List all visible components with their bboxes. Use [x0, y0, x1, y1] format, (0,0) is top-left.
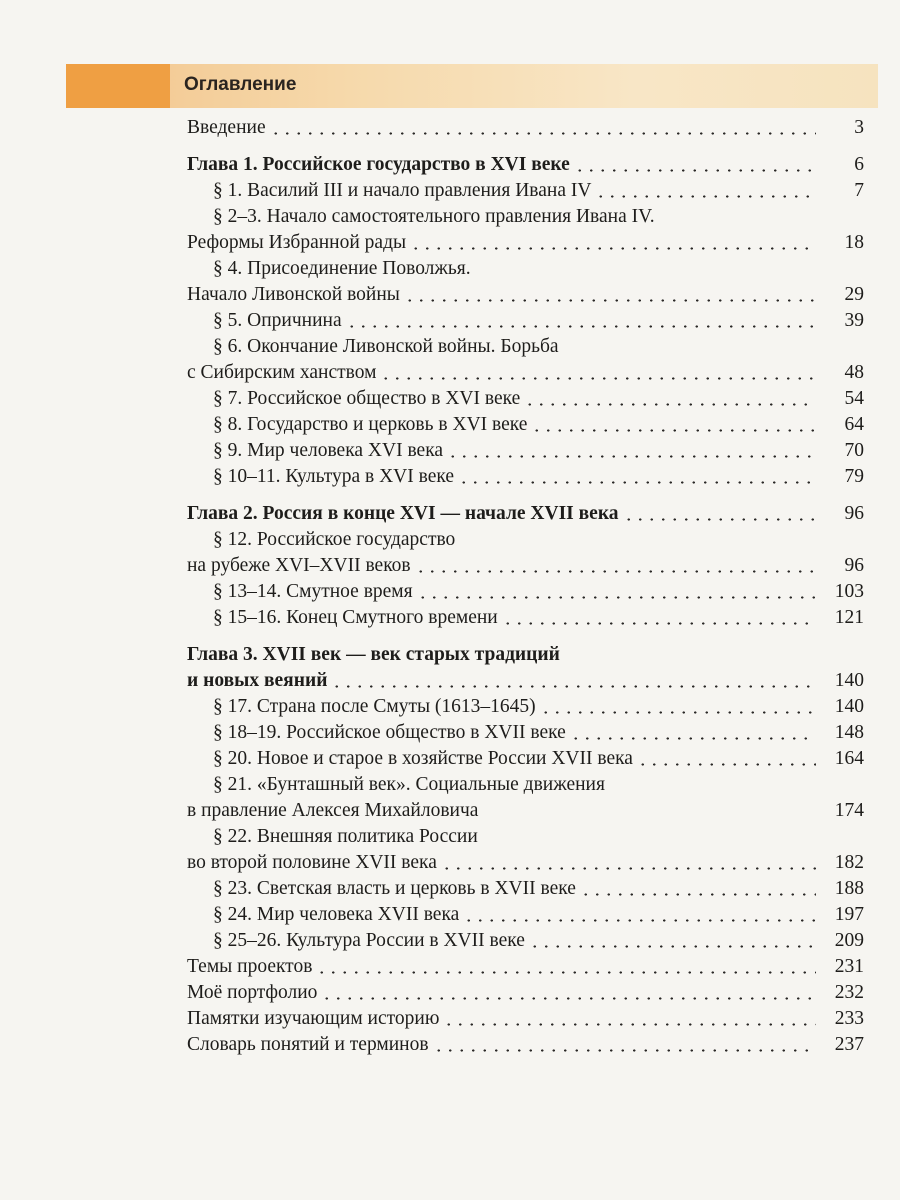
dot-leader [443, 1023, 816, 1026]
dot-leader [637, 763, 816, 766]
toc-entry-page: 148 [834, 722, 864, 743]
toc-entry-page: 174 [834, 800, 864, 821]
toc-entry[interactable] [187, 1032, 864, 1058]
toc-entry-title: § 24. Мир человека XVII века [213, 904, 460, 925]
toc-entry-title: Реформы Избранной рады [187, 232, 407, 253]
toc-chapter[interactable] [187, 152, 864, 178]
toc-entry[interactable] [213, 438, 864, 464]
toc-entry-title: на рубеже XVI–XVII веков [187, 555, 411, 576]
dot-leader [458, 481, 816, 484]
toc-entry[interactable] [213, 824, 864, 850]
toc-entry-continuation[interactable] [187, 850, 864, 876]
toc-entry[interactable] [213, 605, 864, 631]
toc-entry-page: 103 [834, 581, 864, 602]
toc-entry-continuation[interactable] [187, 230, 864, 256]
toc-entry[interactable] [213, 256, 864, 282]
toc-entry-page: 188 [834, 878, 864, 899]
toc-entry-title: § 2–3. Начало самостоятельного правления Ивана IV. [213, 206, 655, 227]
toc-entry-title: § 4. Присоединение Поволжья. [213, 258, 471, 279]
toc-entry-title: Темы проектов [187, 956, 313, 977]
toc-entry-title: § 9. Мир человека XVI века [213, 440, 444, 461]
toc-entry-title: § 22. Внешняя политика России [213, 826, 478, 847]
toc-entry-title: Начало Ливонской войны [187, 284, 400, 305]
toc-entry-page: 96 [844, 503, 864, 524]
toc-entry-page: 232 [834, 982, 864, 1003]
dot-leader [380, 377, 816, 380]
dot-leader [316, 971, 816, 974]
toc-entry-title: § 25–26. Культура России в XVII веке [213, 930, 525, 951]
dot-leader [463, 919, 816, 922]
dot-leader [346, 325, 816, 328]
toc-entry[interactable] [213, 527, 864, 553]
toc-entry-title: в правление Алексея Михайловича [187, 800, 479, 821]
toc-entry-continuation[interactable] [187, 553, 864, 579]
toc-entry-title: § 8. Государство и церковь в XVI веке [213, 414, 528, 435]
toc-entry[interactable] [213, 412, 864, 438]
toc-entry-page: 39 [844, 310, 864, 331]
page-title: Оглавление [184, 74, 297, 95]
toc-entry-page: 6 [854, 154, 864, 175]
toc-entry-page: 197 [834, 904, 864, 925]
toc-chapter[interactable] [187, 642, 864, 668]
dot-leader [331, 685, 816, 688]
dot-leader [570, 737, 816, 740]
toc-entry[interactable] [213, 928, 864, 954]
toc-entry-page: 164 [834, 748, 864, 769]
toc-entry-title: Введение [187, 117, 266, 138]
dot-leader [447, 455, 816, 458]
toc-entry-title: § 18–19. Российское общество в XVII веке [213, 722, 566, 743]
toc-entry-title: Словарь понятий и терминов [187, 1034, 429, 1055]
toc-entry-title: Памятки изучающим историю [187, 1008, 440, 1029]
toc-entry[interactable] [213, 694, 864, 720]
dot-leader [574, 169, 816, 172]
toc-entry-title: § 5. Опричнина [213, 310, 342, 331]
toc-entry-page: 7 [854, 180, 864, 201]
toc-entry-title: § 17. Страна после Смуты (1613–1645) [213, 696, 536, 717]
dot-leader [529, 945, 816, 948]
toc-entry[interactable] [213, 579, 864, 605]
toc-entry[interactable] [213, 746, 864, 772]
toc-entry-page: 140 [834, 670, 864, 691]
toc-entry-page: 182 [834, 852, 864, 873]
toc-chapter-title: Глава 2. Россия в конце XVI — начале XVII века [187, 503, 619, 524]
toc-entry-page: 121 [834, 607, 864, 628]
toc-entry[interactable] [213, 178, 864, 204]
dot-leader [410, 247, 816, 250]
toc-entry-title: Моё портфолио [187, 982, 318, 1003]
toc-entry-continuation[interactable] [187, 282, 864, 308]
toc-entry-title: § 7. Российское общество в XVI веке [213, 388, 521, 409]
toc-entry-title: § 10–11. Культура в XVI веке [213, 466, 455, 487]
dot-leader [623, 518, 816, 521]
toc-entry-page: 29 [844, 284, 864, 305]
dot-leader [580, 893, 816, 896]
toc-entry-page: 140 [834, 696, 864, 717]
dot-leader [433, 1049, 816, 1052]
toc-chapter-title: Глава 3. XVII век — век старых традиций [187, 644, 560, 665]
toc-entry-continuation[interactable] [187, 798, 864, 824]
toc-entry-page: 18 [844, 232, 864, 253]
toc-entry[interactable] [187, 980, 864, 1006]
toc-entry-page: 64 [844, 414, 864, 435]
toc-entry[interactable] [213, 308, 864, 334]
toc-entry-title: с Сибирским ханством [187, 362, 377, 383]
toc-entry-title: § 20. Новое и старое в хозяйстве России XVII века [213, 748, 633, 769]
dot-leader [540, 711, 816, 714]
toc-entry-page: 233 [834, 1008, 864, 1029]
toc-entry-title: § 15–16. Конец Смутного времени [213, 607, 498, 628]
toc-entry[interactable] [213, 464, 864, 490]
dot-leader [524, 403, 816, 406]
toc-entry-title: во второй половине XVII века [187, 852, 437, 873]
toc-entry-continuation[interactable] [187, 360, 864, 386]
dot-leader [415, 570, 816, 573]
toc-entry-page: 79 [844, 466, 864, 487]
dot-leader [270, 132, 816, 135]
toc-entry-page: 54 [844, 388, 864, 409]
toc-entry-title: § 21. «Бунташный век». Социальные движения [213, 774, 605, 795]
toc-entry-page: 48 [844, 362, 864, 383]
toc-entry[interactable] [213, 334, 864, 360]
toc-entry[interactable] [213, 876, 864, 902]
dot-leader [502, 622, 816, 625]
toc-entry-page: 3 [854, 117, 864, 138]
toc-entry[interactable] [213, 720, 864, 746]
toc-entry-title: § 23. Светская власть и церковь в XVII веке [213, 878, 576, 899]
toc-entry-page: 209 [834, 930, 864, 951]
dot-leader [404, 299, 816, 302]
dot-leader [417, 596, 816, 599]
toc-entry[interactable] [213, 772, 864, 798]
toc-entry[interactable] [213, 386, 864, 412]
toc-chapter[interactable] [187, 501, 864, 527]
dot-leader [441, 867, 816, 870]
toc-chapter-title: и новых веяний [187, 670, 328, 691]
dot-leader [321, 997, 816, 1000]
toc-entry-title: § 1. Василий III и начало правления Ивана IV [213, 180, 592, 201]
toc-entry-page: 70 [844, 440, 864, 461]
toc-entry-page: 237 [834, 1034, 864, 1055]
toc-entry[interactable] [213, 204, 864, 230]
toc-entry-title: § 6. Окончание Ливонской войны. Борьба [213, 336, 559, 357]
toc-entry-title: § 13–14. Смутное время [213, 581, 413, 602]
toc-chapter-title: Глава 1. Российское государство в XVI веке [187, 154, 570, 175]
toc-entry-page: 96 [844, 555, 864, 576]
toc-entry[interactable] [213, 902, 864, 928]
toc-entry[interactable] [187, 115, 864, 141]
dot-leader [595, 195, 816, 198]
toc-chapter-continuation[interactable] [187, 668, 864, 694]
toc-entry[interactable] [187, 1006, 864, 1032]
dot-leader [531, 429, 816, 432]
toc-entry-title: § 12. Российское государство [213, 529, 456, 550]
toc-entry-page: 231 [834, 956, 864, 977]
toc-entry[interactable] [187, 954, 864, 980]
